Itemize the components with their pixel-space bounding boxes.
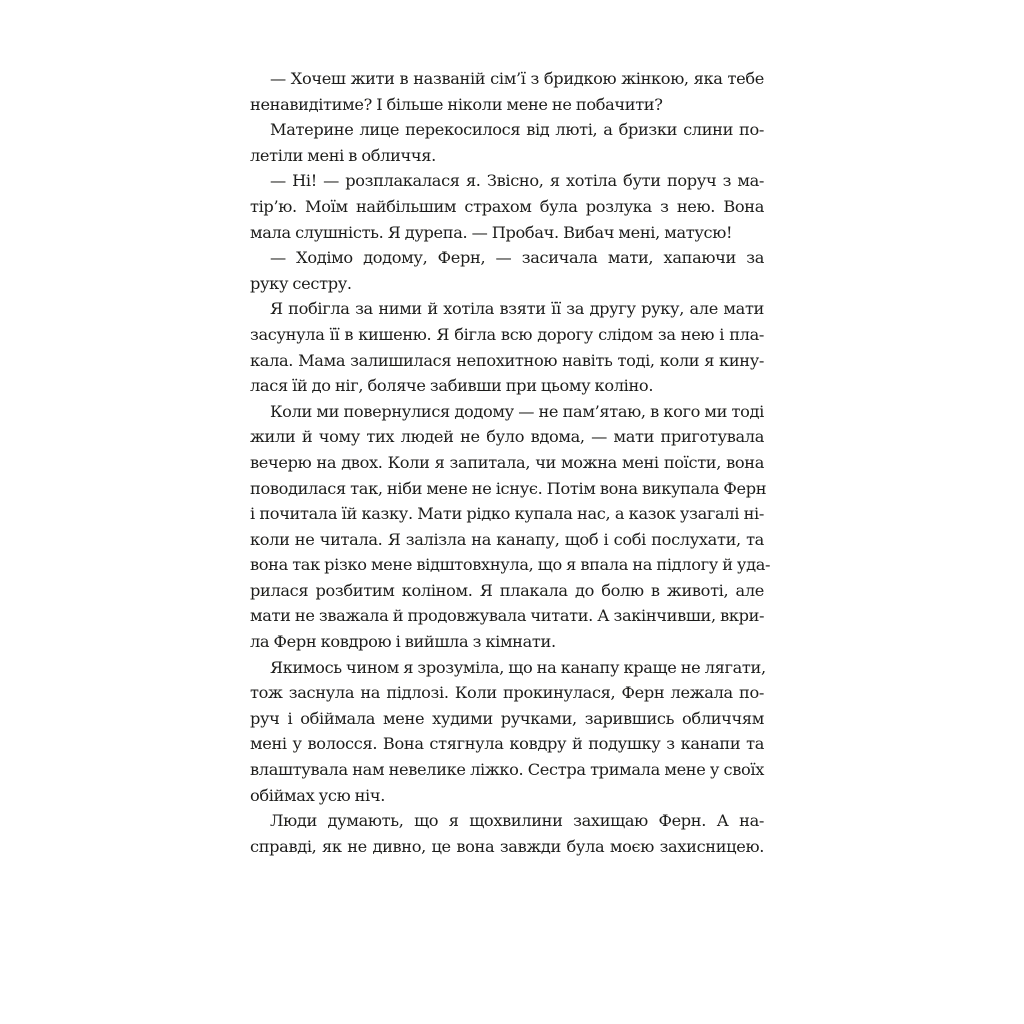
text-line: обіймах усю ніч. xyxy=(250,785,386,805)
text-line: коли не читала. Я залізла на канапу, щоб і собі послухати, та xyxy=(250,529,764,549)
paragraph-8 xyxy=(250,808,764,859)
text-line: вона так різко мене відштовхнула, що я впала на підлогу й уда- xyxy=(250,555,771,575)
text-line: жили й чому тих людей не було вдома, — мати приготувала xyxy=(250,427,764,447)
book-page xyxy=(250,66,771,859)
text-line: Якимось чином я зрозуміла, що на канапу краще не лягати, xyxy=(270,657,766,677)
text-line: кала. Мама залишилася непохитною навіть тоді, коли я кину- xyxy=(250,350,764,370)
paragraph-7 xyxy=(250,655,764,809)
paragraph-6 xyxy=(250,399,771,655)
text-line: лася їй до ніг, боляче забивши при цьому коліно. xyxy=(250,376,654,396)
text-line: засунула її в кишеню. Я бігла всю дорогу слідом за нею і пла- xyxy=(250,324,764,344)
text-line: Люди думають, що я щохвилини захищаю Ферн. А на- xyxy=(270,811,764,831)
text-line: Коли ми повернулися додому — не пам’ятаю, в кого ми тоді xyxy=(270,401,764,421)
text-line: — Ні! — розплакалася я. Звісно, я хотіла бути поруч з ма- xyxy=(270,171,764,191)
text-line: і почитала їй казку. Мати рідко купала нас, а казок узагалі ні- xyxy=(250,504,764,524)
text-line: мала слушність. Я дурепа. — Пробач. Вибач мені, матусю! xyxy=(250,222,733,242)
paragraph-3 xyxy=(250,168,764,245)
text-line: руч і обіймала мене худими ручками, зарившись обличчям xyxy=(250,708,764,728)
text-line: поводилася так, ніби мене не існує. Потім вона викупала Ферн xyxy=(250,478,767,498)
text-line: Я побігла за ними й хотіла взяти її за другу руку, але мати xyxy=(270,299,764,319)
text-line: — Хочеш жити в названій сім’ї з бридкою жінкою, яка тебе xyxy=(270,69,764,88)
text-line: мати не зважала й продовжувала читати. А закінчивши, вкри- xyxy=(250,606,765,626)
text-line: вечерю на двох. Коли я запитала, чи можна мені поїсти, вона xyxy=(250,452,764,472)
text-line: влаштувала нам невелике ліжко. Сестра тримала мене у своїх xyxy=(250,760,764,780)
paragraph-1 xyxy=(250,66,764,117)
text-line: летіли мені в обличчя. xyxy=(250,145,436,165)
text-line: справді, як не дивно, це вона завжди була моєю захисницею. xyxy=(250,836,764,856)
paragraph-2 xyxy=(250,117,764,168)
text-line: тір’ю. Моїм найбільшим страхом була розлука з нею. Вона xyxy=(250,196,764,216)
text-line: Материне лице перекосилося від люті, а бризки слини по- xyxy=(270,120,764,140)
paragraph-4 xyxy=(250,245,764,296)
text-line: ла Ферн ковдрою і вийшла з кімнати. xyxy=(250,632,556,652)
text-line: ненавидітиме? І більше ніколи мене не побачити? xyxy=(250,94,663,114)
text-line: руку сестру. xyxy=(250,273,352,293)
text-line: мені у волосся. Вона стягнула ковдру й подушку з канапи та xyxy=(250,734,764,754)
text-line: рилася розбитим коліном. Я плакала до болю в животі, але xyxy=(250,580,764,600)
text-line: тож заснула на підлозі. Коли прокинулася, Ферн лежала по- xyxy=(250,683,764,703)
text-line: — Ходімо додому, Ферн, — засичала мати, хапаючи за xyxy=(270,248,764,268)
paragraph-5 xyxy=(250,296,764,398)
